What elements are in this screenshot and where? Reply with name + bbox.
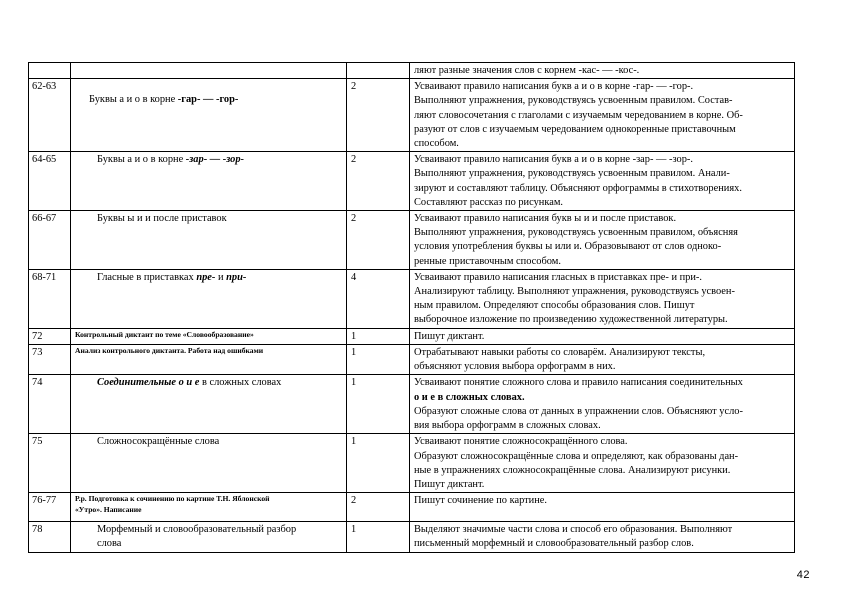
lesson-hours: 1 [347,522,410,553]
lesson-hours: 2 [347,211,410,270]
lesson-numbers: 76-77 [29,493,71,522]
lesson-hours: 1 [347,345,410,375]
page-number: 42 [796,569,810,581]
lesson-topic: Сложносокращённые слова [71,434,347,493]
table-row [29,152,795,211]
lesson-numbers: 68-71 [29,269,71,328]
table-row [29,345,795,375]
lesson-topic: Анализ контрольного диктанта. Работа над ошибками [71,345,347,375]
lesson-topic: Буквы а и о в корне -гар- — -гор- [71,79,347,152]
lesson-topic: Буквы а и о в корне -зар- — -зор- [71,152,347,211]
lesson-description: Усваивают понятие сложносокращённого слова. Образуют сложносокращённые слова и определяют, как образованы дан- ные в упражнениях сложносокращённые слова. Анализируют рисунки. Пишут диктант. [410,434,795,493]
lesson-description: Усваивают правило написания гласных в приставках пре- и при-. Анализируют таблицу. Выполняют упражнения, руководствуясь усвоен- ным правилом. Определяют способы образования слов. Пишут выборочное изложение по произведению художественной литературы. [410,269,795,328]
lesson-hours: 4 [347,269,410,328]
table-row [29,328,795,344]
description-cell: ляют разные значения слов с корнем -кас- — -кос-. [410,63,795,79]
lesson-topic: Морфемный и словообразовательный разбор слова [71,522,347,553]
table-row [29,434,795,493]
lesson-hours: 2 [347,152,410,211]
lesson-numbers: 74 [29,375,71,434]
table-row [29,375,795,434]
table-row [29,79,795,152]
table-row [29,211,795,270]
lesson-description: Усваивают понятие сложного слова и правило написания соединительных о и е в сложных словах. Образуют сложные слова от данных в упражнении слов. Объясняют усло- вия выбора орфограмм в сложных словах. [410,375,795,434]
lesson-description: Пишут сочинение по картине. [410,493,795,522]
lesson-topic: Буквы ы и и после приставок [71,211,347,270]
lesson-topic: Р.р. Подготовка к сочинению по картине Т.Н. Яблонской «Утро». Написание [71,493,347,522]
lesson-description: Отрабатывают навыки работы со словарём. Анализируют тексты, объясняют условия выбора орфограмм в них. [410,345,795,375]
lesson-description: Усваивают правило написания букв ы и и после приставок. Выполняют упражнения, руководствуясь усвоенным правилом, объясняя условия употребления буквы ы или и. Образовывают от слов одноко- ренные приставочным способом. [410,211,795,270]
table-row [29,493,795,522]
lesson-numbers: 62-63 [29,79,71,152]
lesson-cell [29,63,71,79]
lesson-description: Пишут диктант. [410,328,795,344]
lesson-hours: 2 [347,493,410,522]
lesson-topic: Гласные в приставках пре- и при- [71,269,347,328]
lesson-numbers: 66-67 [29,211,71,270]
lesson-topic: Соединительные о и е в сложных словах [71,375,347,434]
hours-cell [347,63,410,79]
lesson-hours: 1 [347,375,410,434]
table-row-continuation [29,63,795,79]
lesson-topic: Контрольный диктант по теме «Словообразование» [71,328,347,344]
lesson-hours: 1 [347,434,410,493]
lesson-hours: 1 [347,328,410,344]
lesson-numbers: 78 [29,522,71,553]
lesson-hours: 2 [347,79,410,152]
lesson-numbers: 72 [29,328,71,344]
lesson-description: Усваивают правило написания букв а и о в корне -зар- — -зор-. Выполняют упражнения, руководствуясь усвоенным правилом. Анали- зируют и составляют таблицу. Объясняют орфограммы в стихотворениях. Составляют рассказ по рисункам. [410,152,795,211]
lesson-description: Усваивают правило написания букв а и о в корне -гар- — -гор-. Выполняют упражнения, руководствуясь усвоенным правилом. Состав- ляют словосочетания с глаголами с изучаемым чередованием в корне. Об- разуют от слов с изучаемым чередованием однокоренные приставочным способом. [410,79,795,152]
table-row [29,522,795,553]
lesson-numbers: 64-65 [29,152,71,211]
topic-cell [71,63,347,79]
table-row [29,269,795,328]
lesson-numbers: 75 [29,434,71,493]
lesson-numbers: 73 [29,345,71,375]
lesson-plan-table [28,62,795,553]
lesson-description: Выделяют значимые части слова и способ его образования. Выполняют письменный морфемный и словообразовательный разбор слов. [410,522,795,553]
document-page [28,62,794,553]
